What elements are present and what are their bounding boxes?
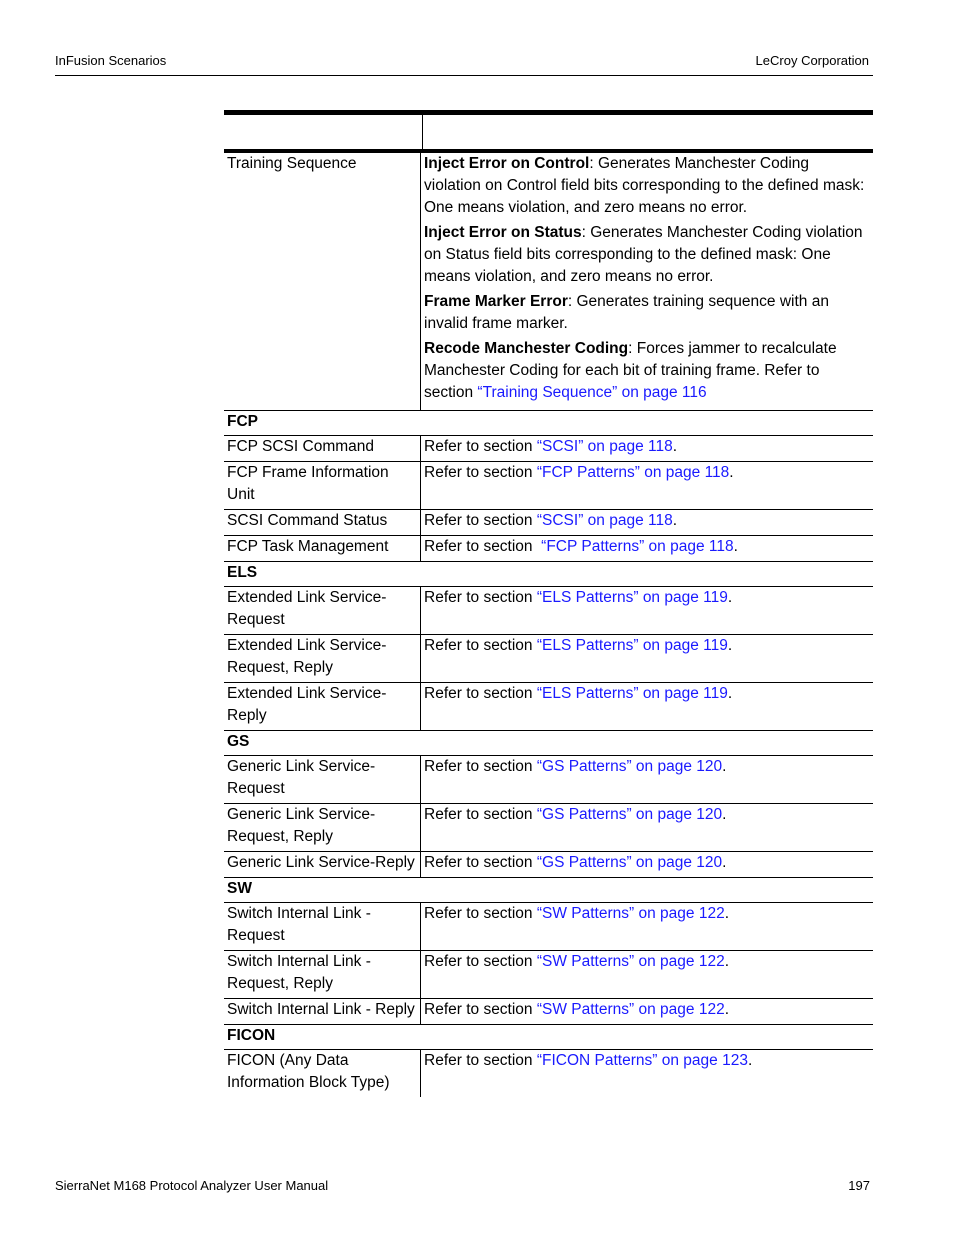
table-row-training-sequence: [224, 153, 873, 411]
ref-prefix: Refer to section: [424, 512, 537, 529]
ref-prefix: Refer to section: [424, 806, 537, 823]
row-name: FICON (Any Data Information Block Type): [224, 1050, 421, 1097]
ref-suffix: .: [672, 512, 678, 529]
section-heading-ficon: FICON: [224, 1025, 873, 1050]
ref-prefix: Refer to section: [424, 905, 537, 922]
row-description: [421, 852, 873, 877]
item-term: Recode Manchester Coding: [424, 340, 629, 357]
row-description: [421, 587, 873, 634]
cross-reference-link[interactable]: “FICON Patterns” on page 123: [536, 1052, 748, 1069]
row-description: [421, 683, 873, 730]
ref-prefix: Refer to section: [424, 1001, 537, 1018]
table-row: [224, 852, 873, 878]
table-row: [224, 462, 873, 510]
table-row: [224, 951, 873, 999]
row-name: FCP Frame Information Unit: [224, 462, 421, 509]
scenario-table: [224, 110, 873, 1097]
section-heading-gs: GS: [224, 731, 873, 756]
cross-reference-link[interactable]: “GS Patterns” on page 120: [536, 854, 723, 871]
cross-reference-link[interactable]: “SCSI” on page 118: [536, 438, 673, 455]
row-description: [421, 462, 873, 509]
table-row: [224, 510, 873, 536]
training-item: [424, 338, 869, 404]
cross-reference-link[interactable]: “FCP Patterns” on page 118: [536, 464, 730, 481]
cross-reference-link[interactable]: “Training Sequence” on page 116: [477, 384, 707, 401]
row-name: Generic Link Service-Request: [224, 756, 421, 803]
table-row: [224, 683, 873, 731]
section-heading-els: ELS: [224, 562, 873, 587]
cross-reference-link[interactable]: “ELS Patterns” on page 119: [536, 637, 728, 654]
item-text: : Forces jammer to recalculate Manchester Coding for each bit of training frame. Refer to section: [424, 340, 837, 401]
row-name: Generic Link Service-Request, Reply: [224, 804, 421, 851]
ref-prefix: Refer to section: [424, 637, 537, 654]
training-item: [424, 153, 869, 219]
section-heading-sw: SW: [224, 878, 873, 903]
item-term: Frame Marker Error: [424, 293, 568, 310]
table-row: [224, 587, 873, 635]
row-description: [421, 635, 873, 682]
table-row: [224, 903, 873, 951]
running-header-right: LeCroy Corporation: [755, 53, 869, 68]
header-cell-name: [224, 115, 423, 149]
row-name: Switch Internal Link - Reply: [224, 999, 421, 1024]
row-name: Extended Link Service-Request, Reply: [224, 635, 421, 682]
page-number: 197: [848, 1178, 870, 1193]
ref-prefix: Refer to section: [424, 953, 537, 970]
ref-suffix: .: [724, 1001, 729, 1018]
ref-prefix: Refer to section: [424, 538, 542, 555]
table-row: [224, 999, 873, 1025]
row-description: [421, 756, 873, 803]
header-cell-description: [423, 115, 873, 149]
row-description: [421, 153, 873, 410]
ref-prefix: Refer to section: [424, 685, 537, 702]
cross-reference-link[interactable]: “SW Patterns” on page 122: [536, 905, 725, 922]
row-description: [421, 536, 873, 561]
ref-suffix: .: [727, 685, 733, 702]
table-row: [224, 536, 873, 562]
ref-suffix: .: [672, 438, 678, 455]
table-row: [224, 635, 873, 683]
row-description: [421, 804, 873, 851]
item-term: Inject Error on Control: [424, 155, 590, 172]
item-text: : Generates Manchester Coding violation on Status field bits corresponding to the defined mask: One means violation, and zero means no error.: [424, 224, 863, 285]
row-name: Extended Link Service-Reply: [224, 683, 421, 730]
cross-reference-link[interactable]: “SCSI” on page 118: [536, 512, 673, 529]
cross-reference-link[interactable]: “ELS Patterns” on page 119: [536, 589, 728, 606]
header-rule: [55, 75, 873, 76]
row-description: [421, 999, 873, 1024]
section-heading-fcp: FCP: [224, 411, 873, 436]
ref-suffix: .: [747, 1052, 753, 1069]
table-row: [224, 804, 873, 852]
table-row: [224, 1050, 873, 1097]
row-description: [421, 510, 873, 535]
row-description: [421, 1050, 873, 1097]
ref-suffix: .: [722, 854, 727, 871]
row-name: Switch Internal Link - Request: [224, 903, 421, 950]
ref-prefix: Refer to section: [424, 464, 537, 481]
row-name: Training Sequence: [224, 153, 421, 410]
ref-suffix: .: [722, 806, 727, 823]
cross-reference-link[interactable]: “GS Patterns” on page 120: [536, 806, 723, 823]
ref-prefix: Refer to section: [424, 1052, 537, 1069]
ref-suffix: .: [727, 589, 733, 606]
ref-prefix: Refer to section: [424, 438, 537, 455]
table-row: [224, 756, 873, 804]
table-header: [224, 110, 873, 153]
ref-suffix: .: [724, 905, 729, 922]
row-name: Extended Link Service-Request: [224, 587, 421, 634]
training-item: [424, 222, 869, 288]
item-text: : Generates training sequence with an invalid frame marker.: [424, 293, 829, 332]
row-name: SCSI Command Status: [224, 510, 421, 535]
cross-reference-link[interactable]: “SW Patterns” on page 122: [536, 953, 725, 970]
cross-reference-link[interactable]: “GS Patterns” on page 120: [536, 758, 723, 775]
ref-suffix: .: [724, 953, 729, 970]
item-text: : Generates Manchester Coding violation on Control field bits corresponding to the defined mask: One means violation, and zero means no error.: [424, 155, 865, 216]
cross-reference-link[interactable]: “FCP Patterns” on page 118: [541, 538, 734, 555]
row-name: Generic Link Service-Reply: [224, 852, 421, 877]
row-name: FCP SCSI Command: [224, 436, 421, 461]
running-header-left: InFusion Scenarios: [55, 53, 167, 68]
cross-reference-link[interactable]: “ELS Patterns” on page 119: [536, 685, 728, 702]
ref-suffix: .: [733, 538, 738, 555]
ref-prefix: Refer to section: [424, 854, 537, 871]
ref-suffix: .: [722, 758, 727, 775]
row-description: [421, 951, 873, 998]
row-name: FCP Task Management: [224, 536, 421, 561]
item-term: Inject Error on Status: [424, 224, 582, 241]
row-description: [421, 903, 873, 950]
ref-suffix: .: [727, 637, 733, 654]
running-footer-title: SierraNet M168 Protocol Analyzer User Manual: [55, 1178, 329, 1193]
table-row: [224, 436, 873, 462]
ref-suffix: .: [729, 464, 734, 481]
row-description: [421, 436, 873, 461]
cross-reference-link[interactable]: “SW Patterns” on page 122: [536, 1001, 725, 1018]
ref-prefix: Refer to section: [424, 758, 537, 775]
row-name: Switch Internal Link - Request, Reply: [224, 951, 421, 998]
ref-prefix: Refer to section: [424, 589, 537, 606]
training-item: [424, 291, 869, 335]
